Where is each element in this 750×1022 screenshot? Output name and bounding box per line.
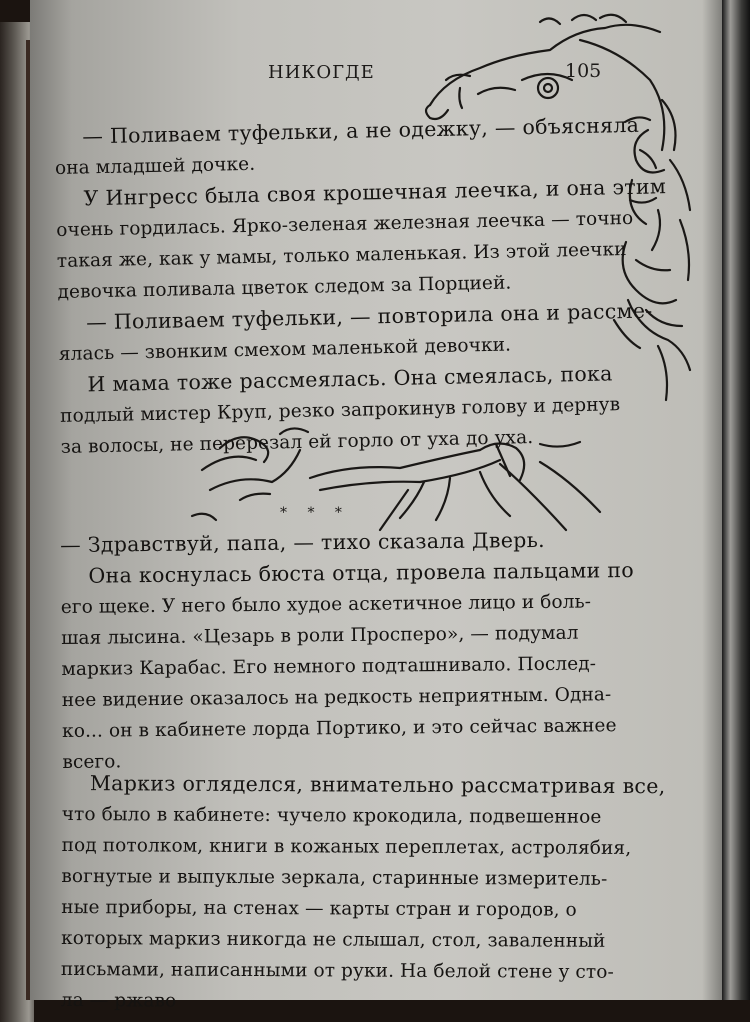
text-line: вогнутые и выпуклые зеркала, старинные измеритель- — [61, 865, 608, 890]
text-line: — Поливаем туфельки, — повторила она и рассме- — [85, 298, 653, 335]
text-line: шая лысина. «Цезарь в роли Просперо», — подумал — [61, 622, 579, 649]
text-line: его щеке. У него было худое аскетичное лицо и боль- — [60, 591, 592, 618]
text-block-top — [54, 109, 672, 463]
text-line: нее видение оказалось на редкость неприятным. Одна- — [61, 684, 612, 711]
text-line: Она коснулась бюста отца, провела пальцами по — [88, 557, 635, 588]
text-line: которых маркиз никогда не слышал, стол, заваленный — [61, 927, 606, 952]
text-line: ла — ржаво — [60, 989, 177, 1012]
text-line: — Здравствуй, папа, — тихо сказала Дверь. — [60, 527, 546, 557]
text-line: ялась — звонким смехом маленькой девочки. — [58, 334, 512, 365]
text-line: подлый мистер Круп, резко запрокинув голову и дернув — [59, 394, 621, 427]
page-number: 105 — [565, 60, 602, 82]
text-line: такая же, как у мамы, только маленькая. Из этой леечки — [56, 239, 627, 272]
text-line: очень гордилась. Ярко-зеленая железная леечка — точно — [56, 207, 634, 241]
text-line: И мама тоже рассмеялась. Она смеялась, пока — [87, 361, 613, 397]
section-separator: * * * — [280, 505, 350, 521]
text-block-middle — [60, 524, 636, 778]
running-title: НИКОГДЕ — [268, 62, 375, 83]
text-line: — Поливаем туфельки, а не одежку, — объясняла — [82, 112, 640, 149]
text-line: за волосы, не перерезал ей горло от уха до уха. — [60, 427, 534, 458]
text-line: Маркиз огляделся, внимательно рассматривая все, — [89, 771, 666, 799]
text-line: ные приборы, на стенах — карты стран и городов, о — [61, 896, 577, 921]
text-line: письмами, написанными от руки. На белой стене у сто- — [60, 958, 614, 983]
text-line: ко... он в кабинете лорда Портико, и это сейчас важнее — [62, 715, 617, 742]
text-block-bottom — [61, 768, 666, 1019]
text-line: всего. — [62, 751, 122, 773]
text-line: она младшей дочке. — [54, 153, 256, 179]
text-line: У Ингресс была своя крошечная леечка, и она этим — [83, 174, 667, 211]
text-line: девочка поливала цветок следом за Порцией. — [57, 272, 512, 303]
text-line: под потолком, книги в кожаных переплетах, астролябия, — [61, 834, 632, 859]
text-line: маркиз Карабас. Его немного подташнивало. Послед- — [61, 653, 597, 680]
book-page — [30, 0, 730, 1012]
book-fore-edge — [722, 0, 750, 1000]
text-line: что было в кабинете: чучело крокодила, подвешенное — [61, 803, 602, 828]
